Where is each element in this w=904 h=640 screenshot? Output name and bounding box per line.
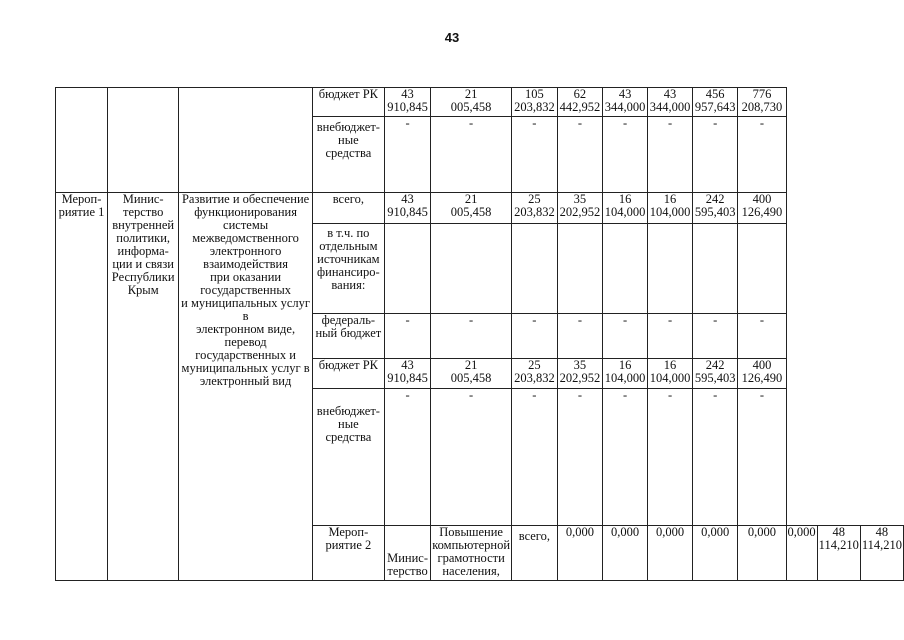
value-cell: - bbox=[648, 314, 693, 359]
value-cell: 48 114,210 bbox=[860, 526, 903, 581]
continued-executor-cell bbox=[107, 88, 178, 193]
value-cell: - bbox=[693, 389, 738, 526]
value-cell: - bbox=[693, 314, 738, 359]
value-cell: 0,000 bbox=[603, 526, 648, 581]
value-cell: 43 910,845 bbox=[384, 88, 430, 117]
value-cell bbox=[738, 224, 786, 314]
value-cell: - bbox=[557, 314, 602, 359]
value-cell bbox=[512, 224, 558, 314]
value-cell bbox=[603, 224, 648, 314]
value-cell: - bbox=[557, 117, 602, 193]
value-cell: 21 005,458 bbox=[431, 359, 512, 389]
value-cell: - bbox=[431, 389, 512, 526]
value-cell: - bbox=[648, 117, 693, 193]
value-cell: 0,000 bbox=[648, 526, 693, 581]
continued-measure-cell bbox=[56, 88, 108, 193]
row-label-total: всего, bbox=[312, 193, 384, 224]
measure-1-executor: Минис- терство внутренней политики, информа- ции и связи Республики Крым bbox=[107, 193, 178, 581]
value-cell: - bbox=[738, 314, 786, 359]
value-cell: - bbox=[603, 117, 648, 193]
value-cell: 776 208,730 bbox=[738, 88, 786, 117]
value-cell: 43 910,845 bbox=[384, 359, 430, 389]
row-label-extra-budget: внебюджет- ные средства bbox=[312, 389, 384, 526]
value-cell: 21 005,458 bbox=[431, 193, 512, 224]
value-cell: 0,000 bbox=[786, 526, 817, 581]
value-cell: 0,000 bbox=[693, 526, 738, 581]
value-cell: 242 595,403 bbox=[693, 359, 738, 389]
value-cell: 16 104,000 bbox=[648, 193, 693, 224]
measure-2-description: Повышение компьютерной грамотности населения, bbox=[431, 526, 512, 581]
row-label-extra-budget: внебюджет- ные средства bbox=[312, 117, 384, 193]
value-cell: 456 957,643 bbox=[693, 88, 738, 117]
value-cell: 16 104,000 bbox=[648, 359, 693, 389]
value-cell: 25 203,832 bbox=[512, 359, 558, 389]
row-label-federal-budget: федераль- ный бюджет bbox=[312, 314, 384, 359]
row-label-total: всего, bbox=[512, 526, 558, 581]
value-cell: 400 126,490 bbox=[738, 359, 786, 389]
value-cell: 43 344,000 bbox=[648, 88, 693, 117]
value-cell bbox=[384, 224, 430, 314]
value-cell: 21 005,458 bbox=[431, 88, 512, 117]
value-cell: 0,000 bbox=[557, 526, 602, 581]
value-cell: - bbox=[512, 389, 558, 526]
value-cell: 242 595,403 bbox=[693, 193, 738, 224]
value-cell: - bbox=[384, 117, 430, 193]
financing-table bbox=[55, 87, 904, 581]
row-label-budget-rk: бюджет РК bbox=[312, 88, 384, 117]
value-cell: - bbox=[431, 117, 512, 193]
value-cell: - bbox=[384, 389, 430, 526]
value-cell: - bbox=[603, 389, 648, 526]
value-cell: - bbox=[512, 314, 558, 359]
value-cell: - bbox=[431, 314, 512, 359]
table-row bbox=[56, 193, 904, 224]
page-number: 43 bbox=[444, 30, 460, 45]
measure-1-description: Развитие и обеспечение функционирования системы межведомственного электронного взаимодействия при оказании государственных и муниципальных услуг в электронном виде, перевод государственных и муниципальных услуг в электронный вид bbox=[179, 193, 313, 581]
measure-1-name: Мероп- риятие 1 bbox=[56, 193, 108, 581]
value-cell: 35 202,952 bbox=[557, 193, 602, 224]
value-cell: - bbox=[648, 389, 693, 526]
value-cell: 62 442,952 bbox=[557, 88, 602, 117]
value-cell: 43 910,845 bbox=[384, 193, 430, 224]
value-cell bbox=[431, 224, 512, 314]
value-cell: - bbox=[738, 117, 786, 193]
value-cell: 16 104,000 bbox=[603, 193, 648, 224]
continued-description-cell bbox=[179, 88, 313, 193]
value-cell: - bbox=[738, 389, 786, 526]
measure-2-executor: Минис- терство bbox=[384, 526, 430, 581]
value-cell: 0,000 bbox=[738, 526, 786, 581]
value-cell: 105 203,832 bbox=[512, 88, 558, 117]
value-cell: - bbox=[557, 389, 602, 526]
value-cell: 25 203,832 bbox=[512, 193, 558, 224]
row-label-sources: в т.ч. по отдельным источникам финансиро- вания: bbox=[312, 224, 384, 314]
row-label-budget-rk: бюджет РК bbox=[312, 359, 384, 389]
value-cell: 16 104,000 bbox=[603, 359, 648, 389]
value-cell: 35 202,952 bbox=[557, 359, 602, 389]
value-cell: - bbox=[603, 314, 648, 359]
table-row bbox=[56, 88, 904, 117]
value-cell: 43 344,000 bbox=[603, 88, 648, 117]
value-cell: 48 114,210 bbox=[817, 526, 860, 581]
value-cell: 400 126,490 bbox=[738, 193, 786, 224]
measure-2-name: Мероп- риятие 2 bbox=[312, 526, 384, 581]
value-cell bbox=[557, 224, 602, 314]
value-cell: - bbox=[384, 314, 430, 359]
value-cell: - bbox=[512, 117, 558, 193]
value-cell: - bbox=[693, 117, 738, 193]
value-cell bbox=[693, 224, 738, 314]
value-cell bbox=[648, 224, 693, 314]
